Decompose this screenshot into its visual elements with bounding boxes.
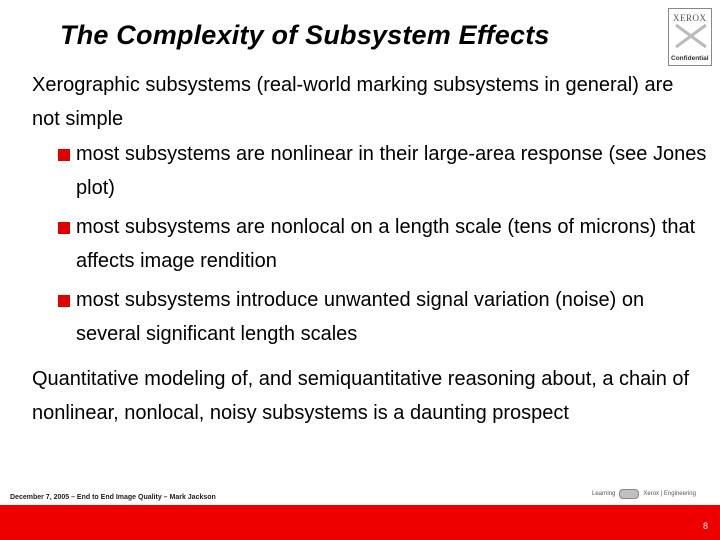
bullet-text: most subsystems are nonlinear in their large-area response (see Jones plot) (76, 143, 707, 199)
confidential-label: Confidential (671, 55, 709, 62)
bullet-text: most subsystems are nonlocal on a length scale (tens of microns) that affects image rendition (76, 216, 696, 272)
slide-title: The Complexity of Subsystem Effects (60, 20, 550, 50)
bullet-square-icon (58, 222, 70, 234)
bullet-text: most subsystems introduce unwanted signal variation (noise) on several significant length scales (76, 289, 645, 345)
xerox-confidential-logo (668, 8, 712, 66)
bullet-square-icon (58, 149, 70, 161)
brand-left-text: Learning (592, 491, 616, 497)
xerox-x-icon (674, 23, 708, 49)
brand-emblem-icon (619, 489, 639, 499)
bullet-item (62, 137, 712, 205)
brand-right-text: Xerox | Engineering (643, 491, 696, 497)
bullet-item (62, 210, 712, 278)
bullet-item (62, 283, 712, 351)
footer-bar (0, 505, 720, 540)
conclusion-paragraph: Quantitative modeling of, and semiquantitative reasoning about, a chain of nonlinear, nonlocal, noisy subsystems is a daunting prospect (32, 368, 690, 424)
logo-mark: XEROX (673, 13, 707, 23)
footer-text: December 7, 2005 – End to End Image Quality – Mark Jackson (10, 494, 216, 501)
intro-paragraph: Xerographic subsystems (real-world marking subsystems in general) are not simple (32, 74, 674, 130)
brand-logo (592, 489, 696, 499)
bullet-square-icon (58, 295, 70, 307)
page-number: 8 (702, 521, 708, 531)
